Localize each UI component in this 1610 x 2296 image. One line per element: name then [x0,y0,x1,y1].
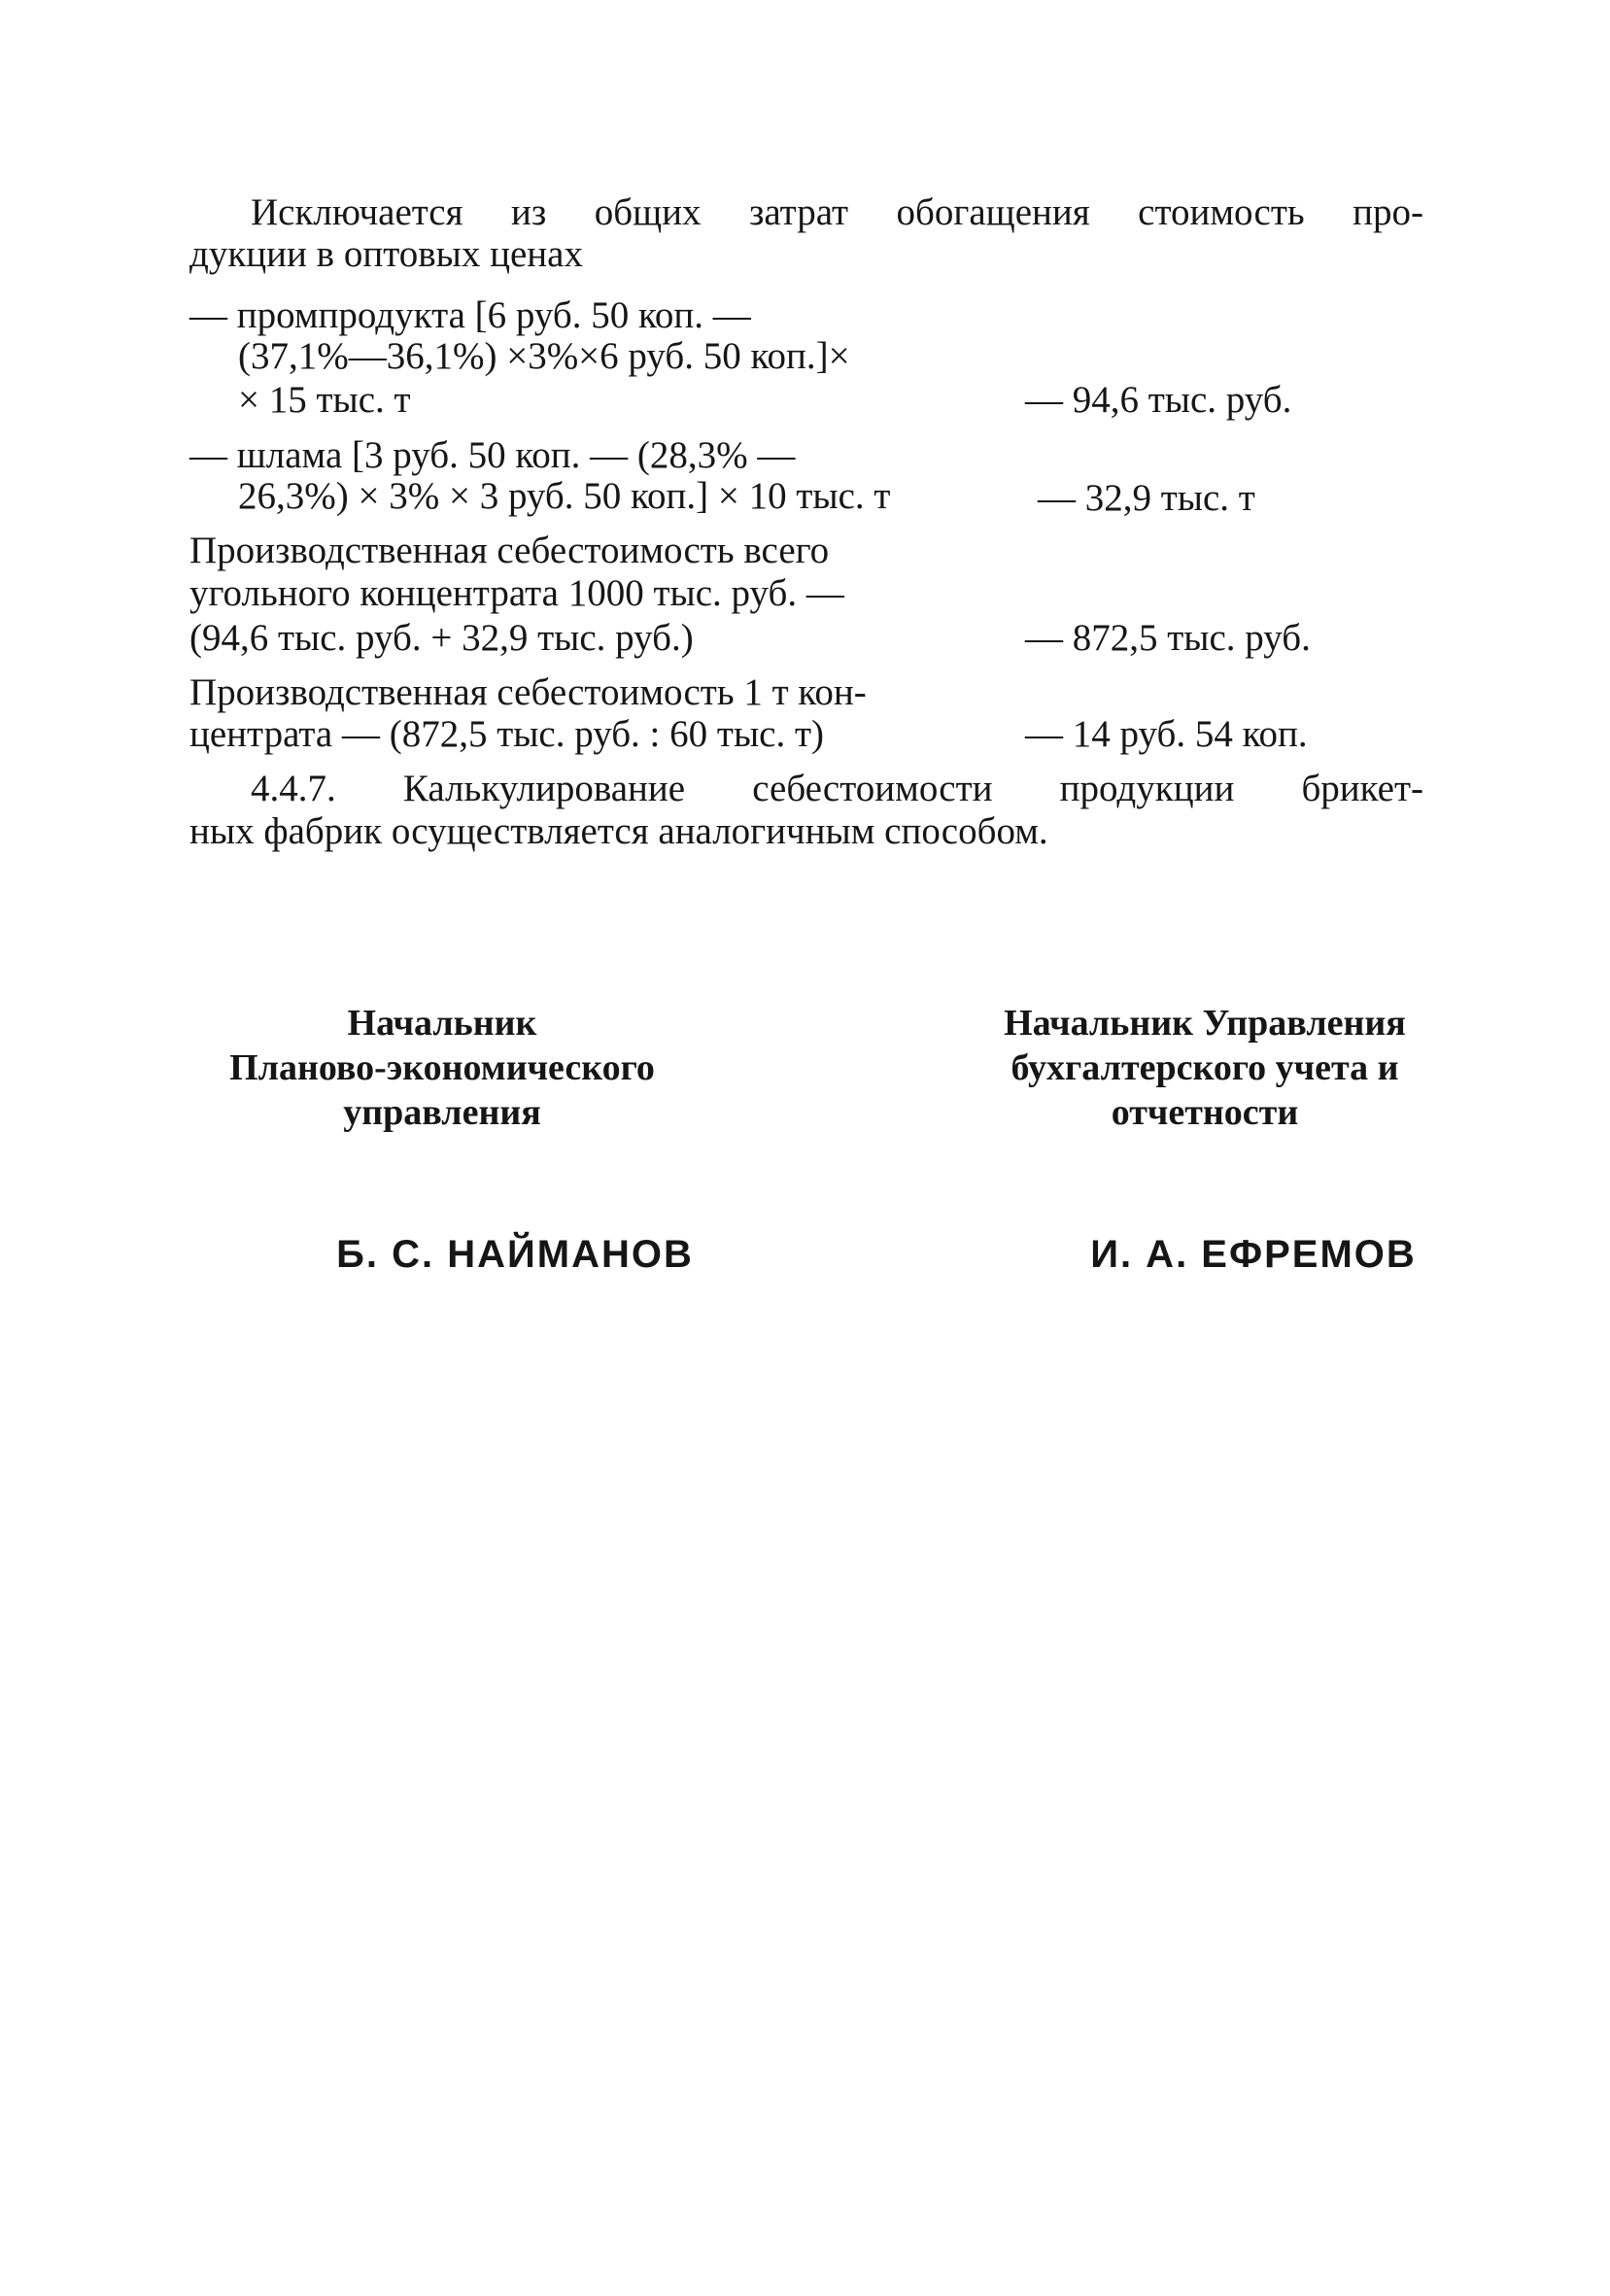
shlam-value: — 32,9 тыс. т [1038,477,1255,519]
signature-left-title-line-1: Начальник [347,1003,537,1044]
signature-left-name: Б. С. НАЙМАНОВ [336,1233,694,1276]
shlam-line-2: 26,3%) × 3% × 3 руб. 50 коп.] × 10 тыс. т [238,475,891,517]
signature-left-title [165,1001,719,1135]
section-447-line-1: 4.4.7. Калькулирование себестоимости продукции брикет- [251,768,1423,809]
per-ton-line-2: центрата — (872,5 тыс. руб. : 60 тыс. т) [189,713,824,755]
signature-left-title-line-3: управления [343,1092,541,1133]
section-447-line-2: ных фабрик осуществляется аналогичным способом. [189,810,1048,852]
intro-line-2: дукции в оптовых ценах [189,233,583,275]
promproduct-line-3: × 15 тыс. т [238,379,411,421]
signature-right-title-line-3: отчетности [1111,1092,1299,1133]
total-line-2: угольного концентрата 1000 тыс. руб. — [189,572,844,614]
promproduct-line-1: — промпродукта [6 руб. 50 коп. — [189,294,751,336]
total-line-3: (94,6 тыс. руб. + 32,9 тыс. руб.) [189,617,694,659]
total-value: — 872,5 тыс. руб. [1025,617,1311,659]
intro-line-1: Исключается из общих затрат обогащения стоимость про- [251,191,1423,233]
signature-right-title [913,1001,1496,1135]
signature-left-title-line-2: Планово-экономического [229,1047,655,1088]
per-ton-line-1: Производственная себестоимость 1 т кон- [189,671,867,713]
promproduct-line-2: (37,1%—36,1%) ×3%×6 руб. 50 коп.]× [238,335,850,377]
total-line-1: Производственная себестоимость всего [189,530,830,571]
signature-right-title-line-2: бухгалтерского учета и [1011,1047,1399,1088]
signature-right-title-line-1: Начальник Управления [1004,1003,1406,1044]
signature-right-name: И. А. ЕФРЕМОВ [1090,1233,1417,1276]
per-ton-value: — 14 руб. 54 коп. [1025,713,1308,755]
shlam-line-1: — шлама [3 руб. 50 коп. — (28,3% — [189,434,796,476]
promproduct-value: — 94,6 тыс. руб. [1025,379,1292,421]
